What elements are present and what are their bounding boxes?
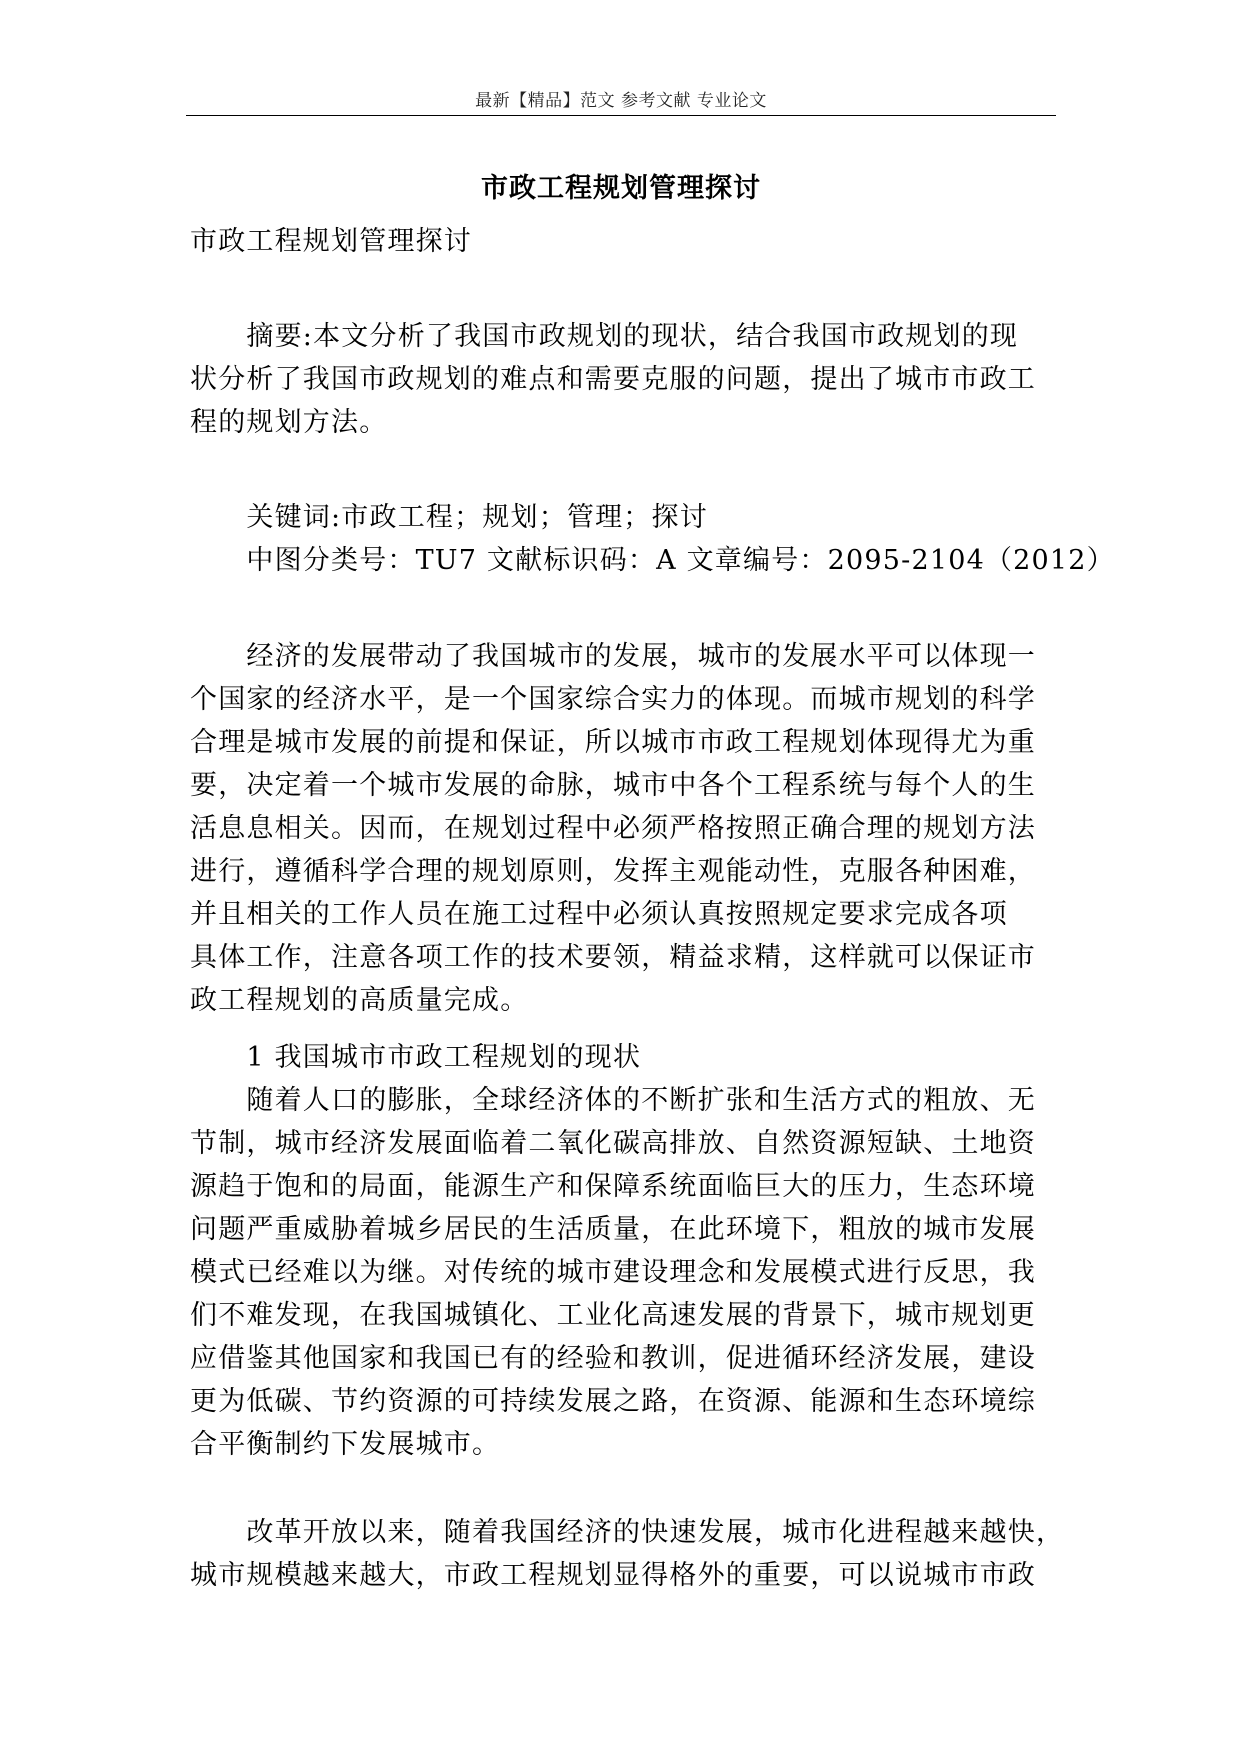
text-line: 摘要:本文分析了我国市政规划的现状，结合我国市政规划的现 (190, 321, 1019, 352)
body-paragraph-3 (190, 1511, 1065, 1597)
text-line: 随着人口的膨胀，全球经济体的不断扩张和生活方式的粗放、无 (190, 1085, 1036, 1116)
abstract-paragraph (190, 315, 1065, 444)
classification-line: 中图分类号：TU7 文献标识码：A 文章编号：2095-2104（2012） (190, 545, 1115, 576)
text-line: 问题严重威胁着城乡居民的生活质量，在此环境下，粗放的城市发展 (190, 1214, 1036, 1245)
text-line: 具体工作，注意各项工作的技术要领，精益求精，这样就可以保证市 (190, 942, 1036, 973)
text-line: 进行，遵循科学合理的规划原则，发挥主观能动性，克服各种困难， (190, 856, 1036, 887)
text-line: 改革开放以来，随着我国经济的快速发展，城市化进程越来越快， (190, 1517, 1065, 1548)
document-title: 市政工程规划管理探讨 (481, 173, 761, 204)
text-line: 源趋于饱和的局面，能源生产和保障系统面临巨大的压力，生态环境 (190, 1171, 1036, 1202)
section-heading: 1 我国城市市政工程规划的现状 (190, 1042, 642, 1073)
text-line: 模式已经难以为继。对传统的城市建设理念和发展模式进行反思，我 (190, 1257, 1036, 1288)
text-line: 经济的发展带动了我国城市的发展，城市的发展水平可以体现一 (190, 641, 1036, 672)
text-line: 合理是城市发展的前提和保证，所以城市市政工程规划体现得尤为重 (190, 727, 1036, 758)
text-line: 活息息相关。因而，在规划过程中必须严格按照正确合理的规划方法 (190, 813, 1036, 844)
text-line: 政工程规划的高质量完成。 (190, 985, 529, 1016)
text-line: 们不难发现，在我国城镇化、工业化高速发展的背景下，城市规划更 (190, 1300, 1036, 1331)
text-line: 合平衡制约下发展城市。 (190, 1429, 501, 1460)
header-divider (186, 115, 1056, 116)
text-line: 应借鉴其他国家和我国已有的经验和教训，促进循环经济发展，建设 (190, 1343, 1036, 1374)
text-line: 程的规划方法。 (190, 407, 388, 438)
document-subtitle: 市政工程规划管理探讨 (190, 226, 472, 257)
body-paragraph-1 (190, 635, 1065, 1022)
keywords-line: 关键词:市政工程；规划；管理；探讨 (190, 502, 708, 533)
body-paragraph-2 (190, 1079, 1065, 1466)
text-line: 要，决定着一个城市发展的命脉，城市中各个工程系统与每个人的生 (190, 770, 1036, 801)
text-line: 更为低碳、节约资源的可持续发展之路，在资源、能源和生态环境综 (190, 1386, 1036, 1417)
text-line: 城市规模越来越大，市政工程规划显得格外的重要，可以说城市市政 (190, 1560, 1036, 1591)
page-header: 最新【精品】范文 参考文献 专业论文 (475, 91, 767, 111)
text-line: 并且相关的工作人员在施工过程中必须认真按照规定要求完成各项 (190, 899, 1008, 930)
text-line: 节制，城市经济发展面临着二氧化碳高排放、自然资源短缺、土地资 (190, 1128, 1036, 1159)
text-line: 状分析了我国市政规划的难点和需要克服的问题，提出了城市市政工 (190, 364, 1036, 395)
text-line: 个国家的经济水平，是一个国家综合实力的体现。而城市规划的科学 (190, 684, 1036, 715)
